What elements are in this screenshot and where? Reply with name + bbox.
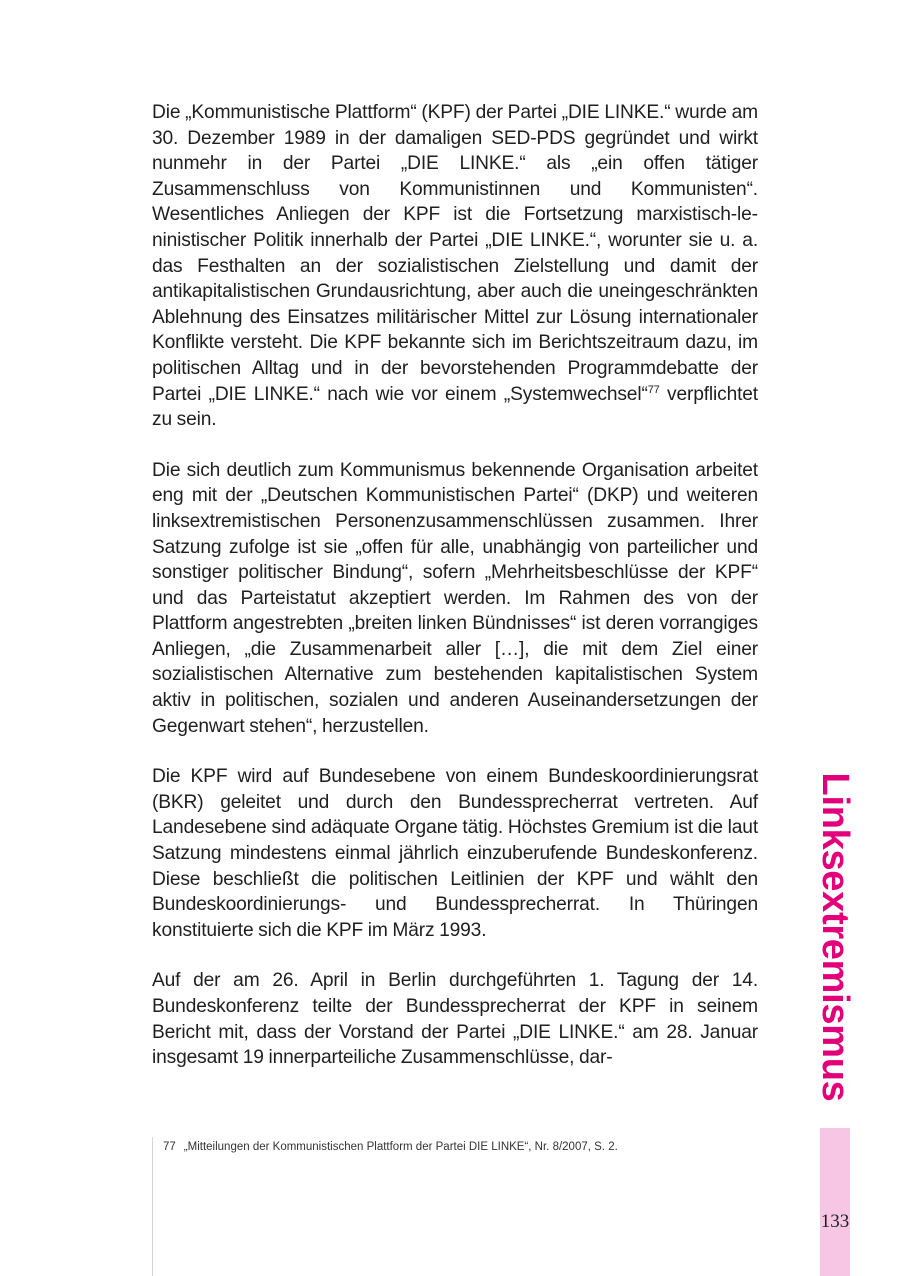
paragraph-2: Die sich deutlich zum Kommunismus bekennende Organisation arbeitet eng mit der „Deutschen Kommunistischen Partei“ (DKP) und weiteren linksextremistischen Personenzusammenschlüssen zusammen. Ihrer Satzung zufolge ist sie „offen für alle, unabhängig von parteilicher und sonstiger politischer Bindung“, sofern „Mehrheitsbeschlüsse der KPF“ und das Parteistatut akzeptiert werden. Im Rahmen des von der Plattform angestrebten „breiten linken Bündnisses“ ist deren vorrangiges Anliegen, „die Zusammenarbeit aller […], die mit dem Ziel einer sozialistischen Alternative zum bestehenden kapitalistischen System aktiv in politischen, sozialen und anderen Auseinandersetzungen der Gegenwart stehen“, herzustellen. [152,459,758,737]
footnote-text: „Mitteilungen der Kommunistischen Plattform der Partei DIE LINKE“, Nr. 8/2007, S. 2. [183,1141,618,1153]
footnote-reference[interactable]: 77 [647,383,660,396]
section-title-vertical: Linksextremismus [814,772,856,1102]
footnote-number: 77 [163,1141,176,1153]
footnote-divider [152,1137,153,1276]
footnote [163,1139,618,1155]
paragraph-3: Die KPF wird auf Bundesebene von einem Bundeskoordinierungsrat (BKR) geleitet und durch den Bundessprecherrat vertreten. Auf Landesebene sind adäquate Organe tätig. Höchstes Gremium ist die laut Satzung mindestens einmal jährlich einzuberufende Bundeskonferenz. Diese beschließt die politischen Leitlinien der KPF und wählt den Bundeskoordinierungs- und Bundessprecherrat. In Thüringen konstituierte sich die KPF im März 1993. [152,766,758,941]
main-text-column [152,100,758,1096]
paragraph-1 [152,100,758,433]
paragraph-text: Die „Kommunistische Plattform“ (KPF) der Partei „DIE LINKE.“ wurde am 30. Dezember 1989 in der damaligen SED-PDS gegründet und wirkt nunmehr in der Partei „DIE LINKE.“ als „ein offen tätiger Zusammenschluss von Kommunistinnen und Kommunisten“. Wesentliches Anliegen der KPF ist die Fortsetzung marxistisch-leninistischer Politik innerhalb der Partei „DIE LINKE.“, worunter sie u. a. das Festhalten an der sozialistischen Zielstellung und damit der antikapitalistischen Grundausrichtung, aber auch die uneingeschränkten Ablehnung des Einsatzes militärischer Mittel zur Lösung internationaler Konflikte versteht. Die KPF bekannte sich im Berichtszeitraum dazu, im politischen Alltag und in der bevorstehenden Programmdebatte der Partei „DIE LINKE.“ nach wie vor einem „Systemwechsel“ [152,102,758,405]
page-tab-band [820,1128,850,1276]
paragraph-4: Auf der am 26. April in Berlin durchgeführten 1. Tagung der 14. Bundeskonferenz teilte der Bundessprecherrat der KPF in seinem Bericht mit, dass der Vorstand der Partei „DIE LINKE.“ am 28. Januar insgesamt 19 innerparteiliche Zusammenschlüsse, dar- [152,970,758,1069]
paragraph-text: verpflichtet zu sein. [152,383,758,431]
page-number: 133 [820,1211,850,1232]
